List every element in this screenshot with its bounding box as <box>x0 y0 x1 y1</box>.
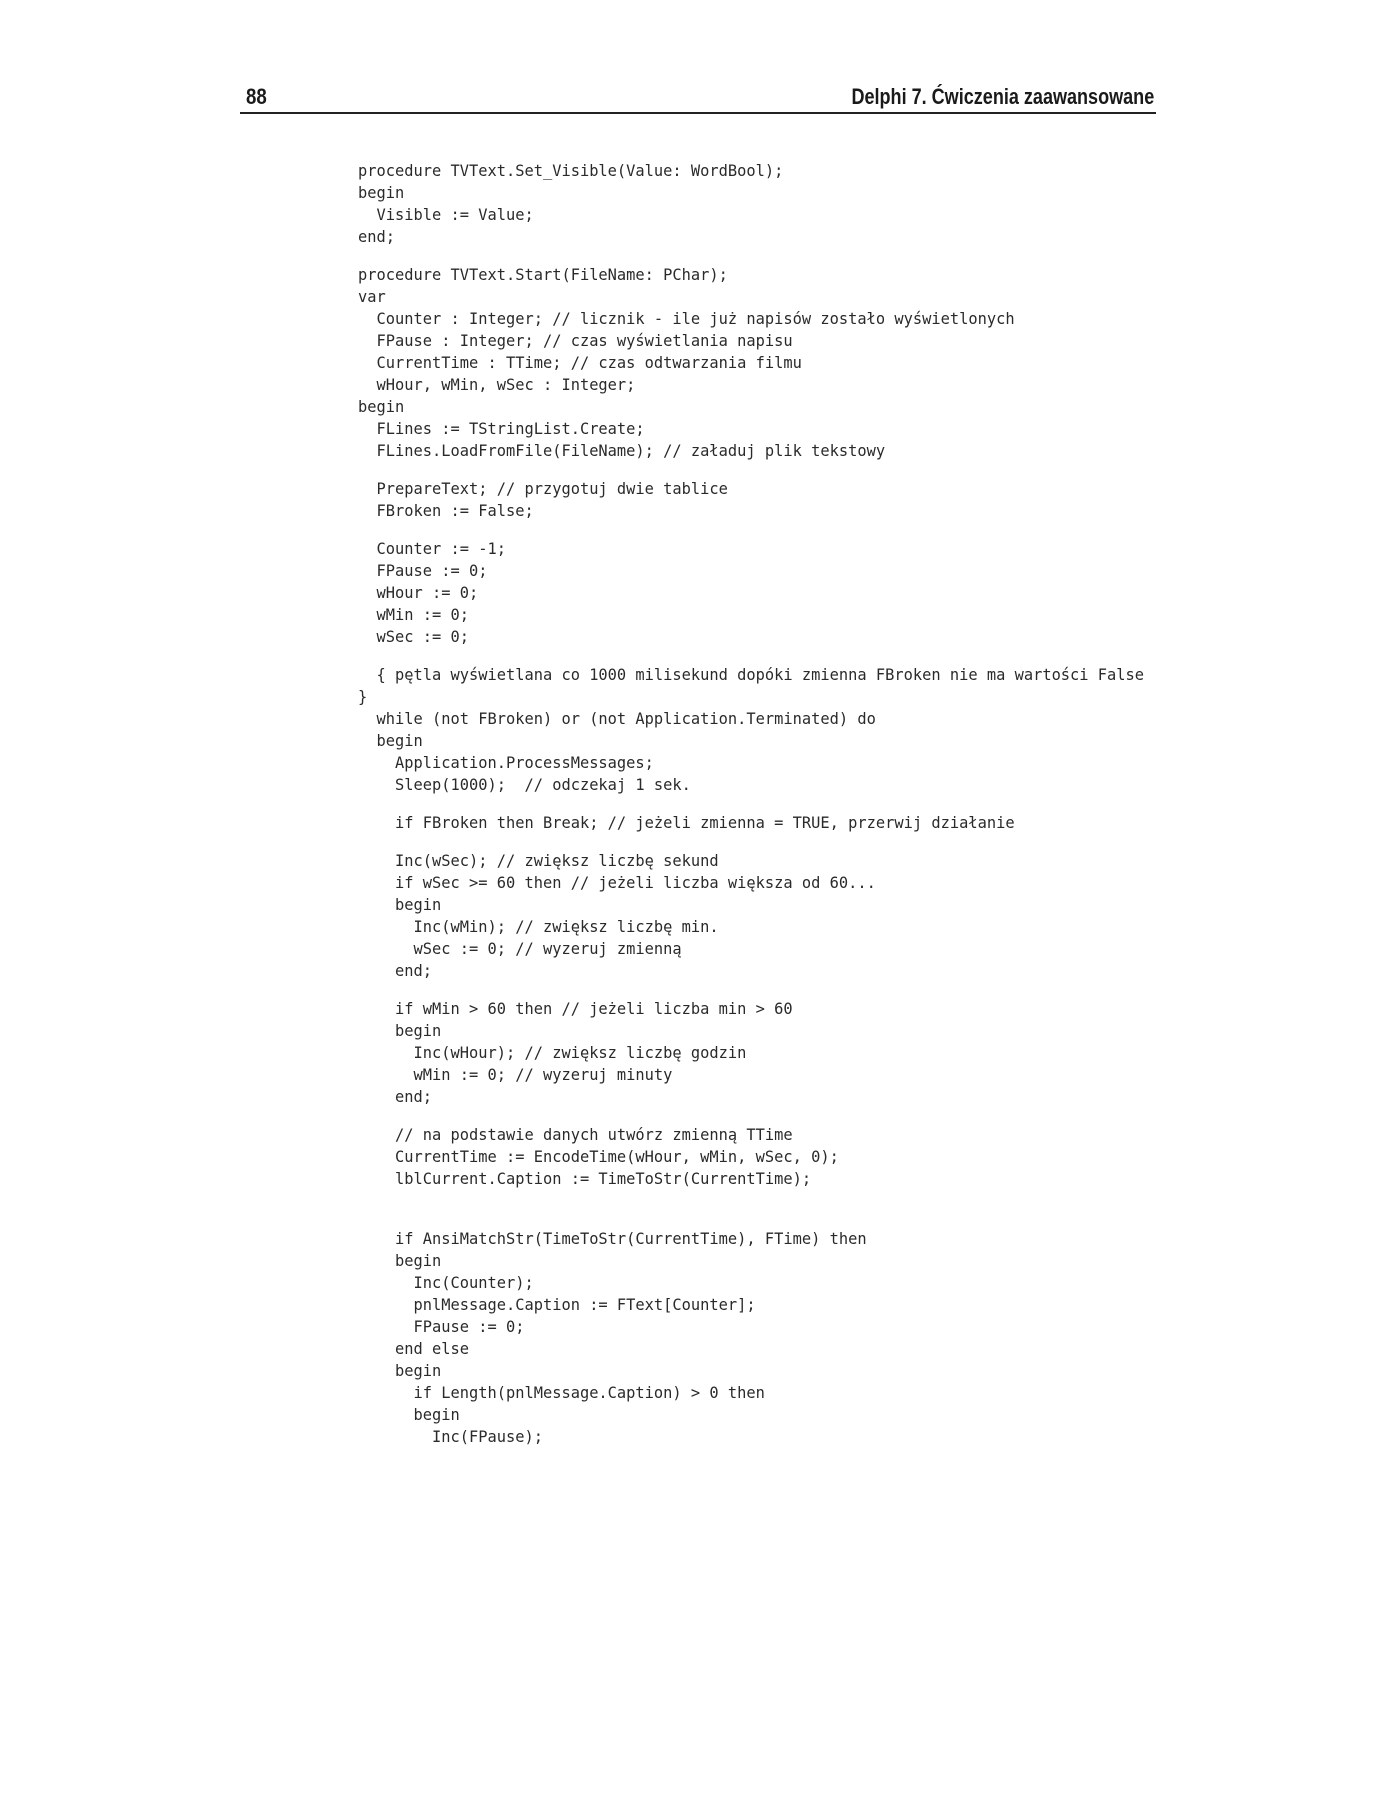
code-line: Sleep(1000); // odczekaj 1 sek. <box>358 775 691 794</box>
code-line: Inc(wSec); // zwiększ liczbę sekund <box>358 851 719 870</box>
code-line: FPause := 0; <box>358 1317 525 1336</box>
code-line: Visible := Value; <box>358 205 534 224</box>
code-line: wMin := 0; <box>358 605 469 624</box>
code-line: // na podstawie danych utwórz zmienną TTime <box>358 1125 793 1144</box>
code-line: FPause := 0; <box>358 561 488 580</box>
code-line: { pętla wyświetlana co 1000 milisekund dopóki zmienna FBroken nie ma wartości False <box>358 665 1145 684</box>
code-line: PrepareText; // przygotuj dwie tablice <box>358 479 728 498</box>
code-line: procedure TVText.Start(FileName: PChar); <box>358 265 728 284</box>
code-line: wSec := 0; <box>358 627 469 646</box>
code-block-gap <box>358 522 1148 538</box>
code-line: FLines := TStringList.Create; <box>358 419 645 438</box>
code-line: procedure TVText.Set_Visible(Value: WordBool); <box>358 161 784 180</box>
code-listing <box>358 160 1148 1448</box>
code-line: begin <box>358 895 442 914</box>
page-header <box>240 78 1156 114</box>
code-line: wHour := 0; <box>358 583 479 602</box>
code-line: begin <box>358 1405 460 1424</box>
code-line: while (not FBroken) or (not Application.Terminated) do <box>358 709 876 728</box>
code-line: Inc(FPause); <box>358 1427 543 1446</box>
code-block-gap <box>358 796 1148 812</box>
code-line: begin <box>358 1361 442 1380</box>
code-line: Application.ProcessMessages; <box>358 753 654 772</box>
code-line: Counter : Integer; // licznik - ile już napisów zostało wyświetlonych <box>358 309 1015 328</box>
code-line: CurrentTime : TTime; // czas odtwarzania filmu <box>358 353 802 372</box>
code-line: var <box>358 287 386 306</box>
code-line: begin <box>358 731 423 750</box>
code-block-gap <box>358 248 1148 264</box>
code-block-gap <box>358 648 1148 664</box>
code-line: CurrentTime := EncodeTime(wHour, wMin, wSec, 0); <box>358 1147 839 1166</box>
code-line: begin <box>358 183 405 202</box>
code-line: end; <box>358 1087 432 1106</box>
code-block-gap <box>358 1190 1148 1206</box>
code-line: if Length(pnlMessage.Caption) > 0 then <box>358 1383 765 1402</box>
code-line: pnlMessage.Caption := FText[Counter]; <box>358 1295 756 1314</box>
code-line: wMin := 0; // wyzeruj minuty <box>358 1065 673 1084</box>
code-block-gap <box>358 834 1148 850</box>
code-line: Inc(Counter); <box>358 1273 534 1292</box>
code-line: end; <box>358 961 432 980</box>
code-line: if wSec >= 60 then // jeżeli liczba większa od 60... <box>358 873 876 892</box>
code-line: begin <box>358 397 405 416</box>
code-line: Inc(wMin); // zwiększ liczbę min. <box>358 917 719 936</box>
code-line: FPause : Integer; // czas wyświetlania napisu <box>358 331 793 350</box>
code-line: begin <box>358 1251 442 1270</box>
code-line: begin <box>358 1021 442 1040</box>
code-line: if FBroken then Break; // jeżeli zmienna = TRUE, przerwij działanie <box>358 813 1015 832</box>
code-line: end else <box>358 1339 469 1358</box>
code-line: lblCurrent.Caption := TimeToStr(CurrentTime); <box>358 1169 812 1188</box>
code-line <box>358 1206 1116 1228</box>
code-block-gap <box>358 462 1148 478</box>
code-line: Counter := -1; <box>358 539 506 558</box>
page-number: 88 <box>246 84 267 109</box>
code-line: if AnsiMatchStr(TimeToStr(CurrentTime), FTime) then <box>358 1229 867 1248</box>
code-block-gap <box>358 982 1148 998</box>
code-line: wHour, wMin, wSec : Integer; <box>358 375 636 394</box>
code-line: FLines.LoadFromFile(FileName); // załaduj plik tekstowy <box>358 441 886 460</box>
code-line: } <box>358 687 368 706</box>
code-line: FBroken := False; <box>358 501 534 520</box>
code-line: Inc(wHour); // zwiększ liczbę godzin <box>358 1043 747 1062</box>
code-line: end; <box>358 227 395 246</box>
book-title: Delphi 7. Ćwiczenia zaawansowane <box>851 84 1154 109</box>
code-line: if wMin > 60 then // jeżeli liczba min > 60 <box>358 999 793 1018</box>
code-line: wSec := 0; // wyzeruj zmienną <box>358 939 682 958</box>
code-block-gap <box>358 1108 1148 1124</box>
